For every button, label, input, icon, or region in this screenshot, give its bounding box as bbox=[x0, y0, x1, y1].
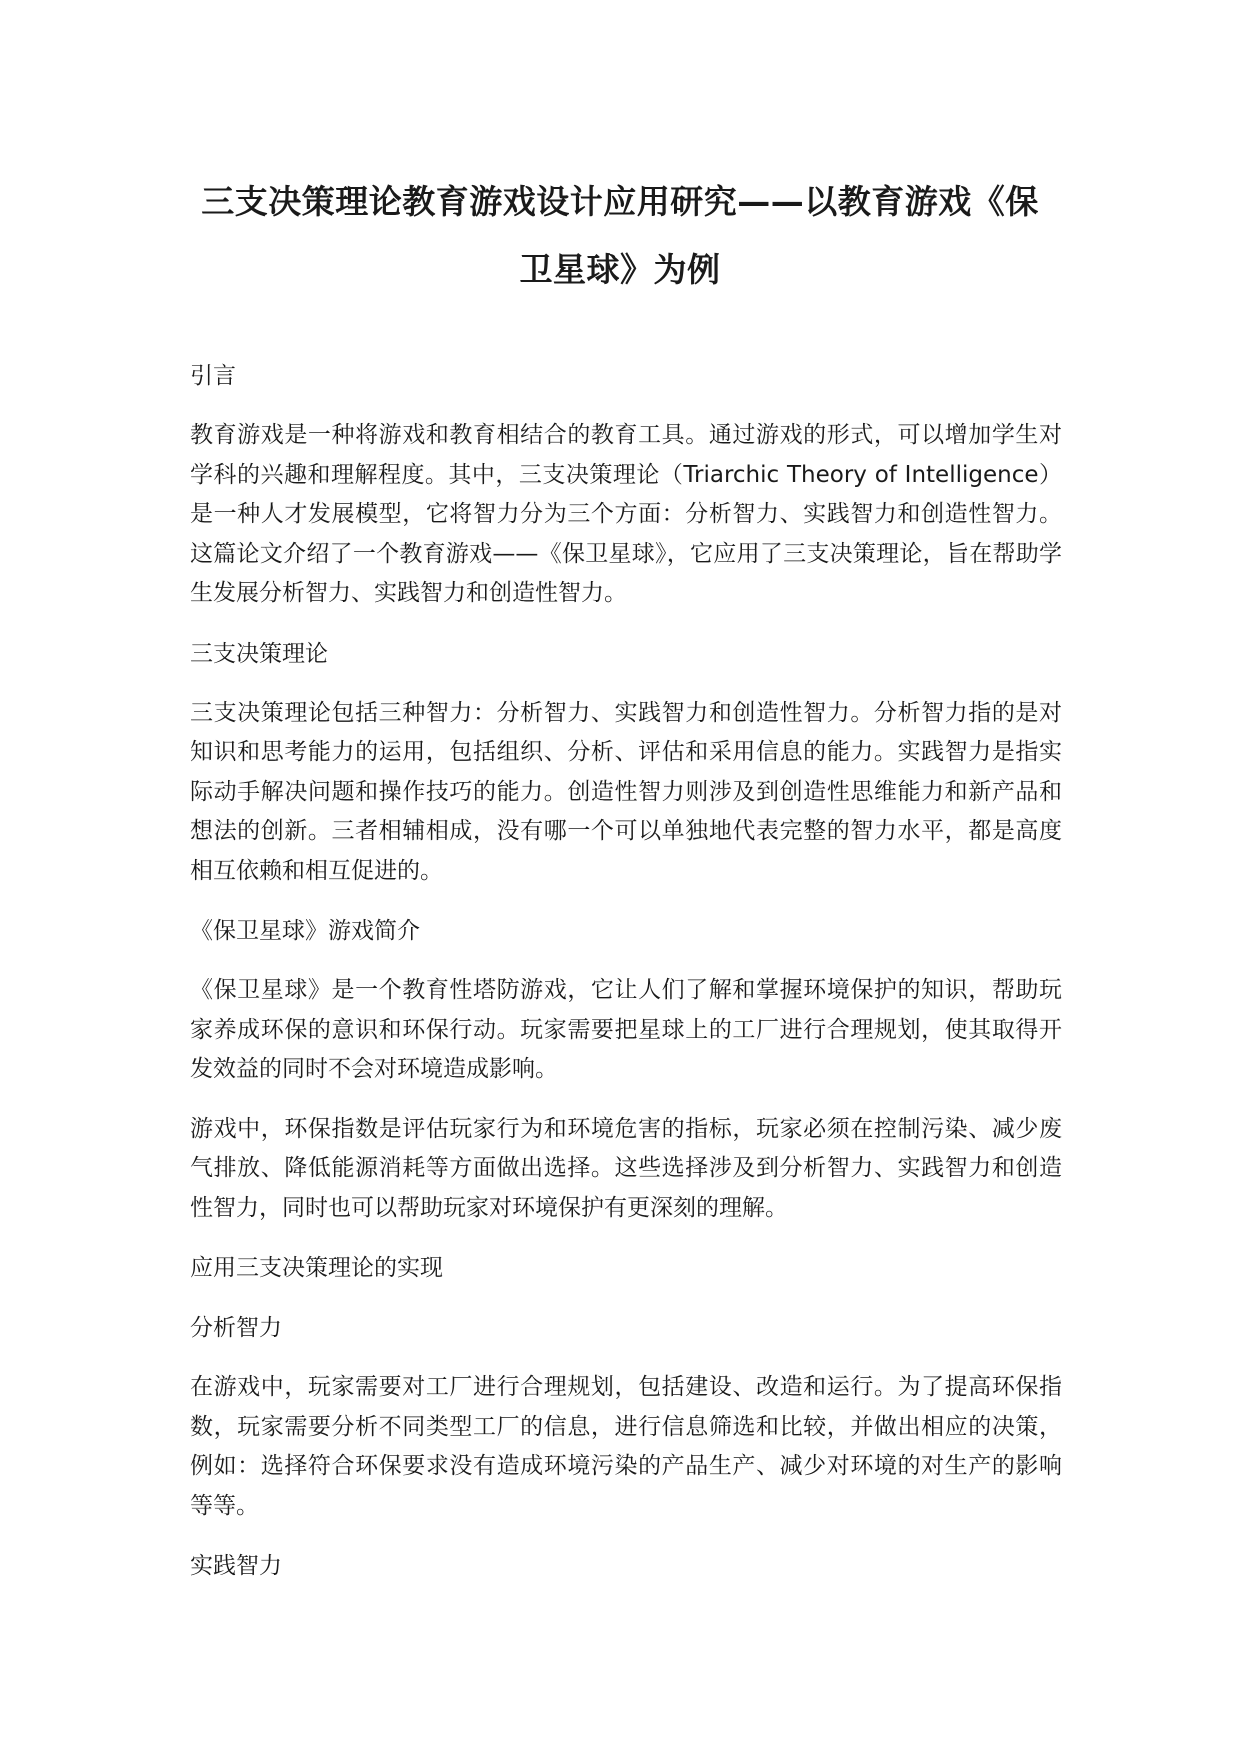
document-body bbox=[190, 356, 1062, 1606]
document-title: 三支决策理论教育游戏设计应用研究——以教育游戏《保卫星球》为例 bbox=[201, 182, 1039, 289]
paragraph-game-mechanics: 游戏中，环保指数是评估玩家行为和环境危害的指标，玩家必须在控制污染、减少废气排放、降低能源消耗等方面做出选择。这些选择涉及到分析智力、实践智力和创造性智力，同时也可以帮助玩家对环境保护有更深刻的理解。 bbox=[190, 1115, 1062, 1221]
section-heading-application: 应用三支决策理论的实现 bbox=[190, 1255, 443, 1281]
subsection-heading-analytical: 分析智力 bbox=[190, 1315, 282, 1341]
paragraph-analytical: 在游戏中，玩家需要对工厂进行合理规划，包括建设、改造和运行。为了提高环保指数，玩家需要分析不同类型工厂的信息，进行信息筛选和比较，并做出相应的决策，例如：选择符合环保要求没有造成环境污染的产品生产、减少对环境的对生产的影响等等。 bbox=[190, 1374, 1062, 1519]
section-heading-game-intro: 《保卫星球》游戏简介 bbox=[190, 918, 420, 944]
section-heading-theory: 三支决策理论 bbox=[190, 640, 328, 667]
subsection-heading-practical: 实践智力 bbox=[190, 1553, 282, 1579]
paragraph-theory: 三支决策理论包括三种智力：分析智力、实践智力和创造性智力。分析智力指的是对知识和思考能力的运用，包括组织、分析、评估和采用信息的能力。实践智力是指实际动手解决问题和操作技巧的能力。创造性智力则涉及到创造性思维能力和新产品和想法的创新。三者相辅相成，没有哪一个可以单独地代表完整的智力水平，都是高度相互依赖和相互促进的。 bbox=[190, 699, 1062, 884]
paragraph-game-intro: 《保卫星球》是一个教育性塔防游戏，它让人们了解和掌握环境保护的知识，帮助玩家养成环保的意识和环保行动。玩家需要把星球上的工厂进行合理规划，使其取得开发效益的同时不会对环境造成影响。 bbox=[190, 977, 1062, 1082]
section-heading-intro: 引言 bbox=[190, 363, 236, 389]
paragraph-intro: 教育游戏是一种将游戏和教育相结合的教育工具。通过游戏的形式，可以增加学生对学科的兴趣和理解程度。其中，三支决策理论（Triarchic Theory of Intelligence）是一种人才发展模型，它将智力分为三个方面：分析智力、实践智力和创造性智力。这篇论文介绍了一个教育游戏——《保卫星球》，它应用了三支决策理论，旨在帮助学生发展分析智力、实践智力和创造性智力。 bbox=[190, 422, 1062, 606]
